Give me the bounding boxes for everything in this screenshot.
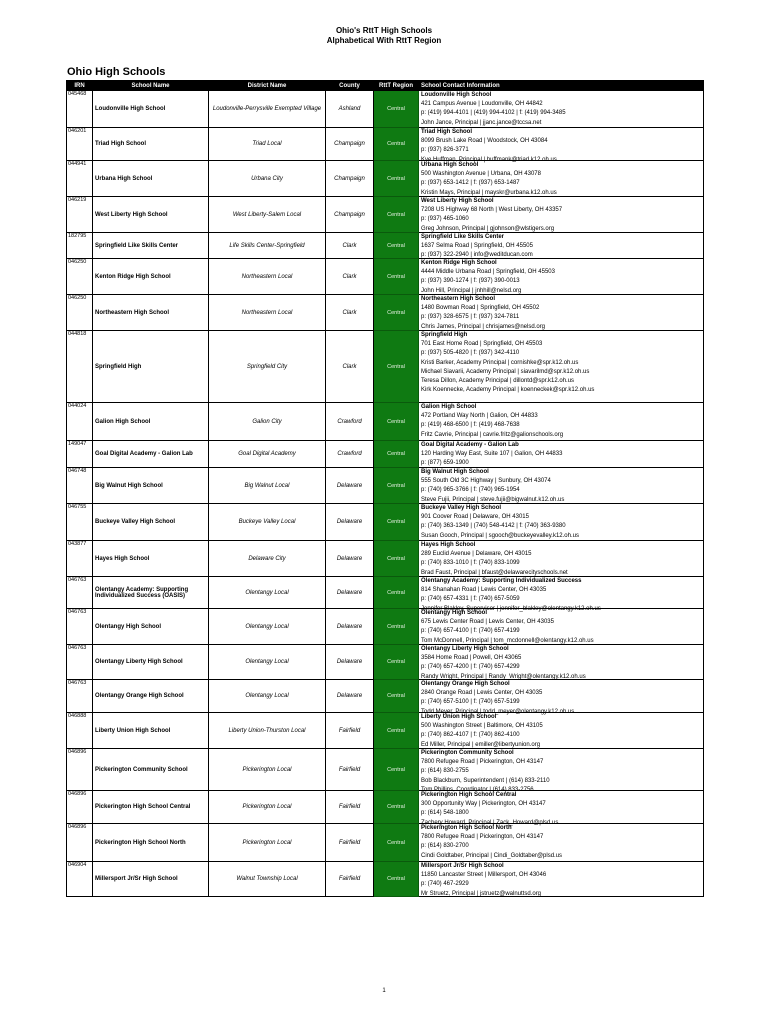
rttt-region-cell: Central [374, 128, 419, 161]
county-cell: Crawford [326, 403, 374, 441]
table-header-row [67, 81, 704, 91]
rttt-region-cell: Central [374, 824, 419, 862]
contact-school-name: Springfield High [421, 332, 468, 338]
table-row [67, 577, 704, 609]
county-cell: Fairfield [326, 749, 374, 791]
irn-cell: 046904 [67, 862, 93, 897]
contact-line: Teresa Dillon, Academy Principal | dillontd@spr.k12.oh.us [421, 378, 575, 385]
rttt-region-cell: Central [374, 645, 419, 680]
county-cell: Clark [326, 259, 374, 295]
contact-line: Chris James, Principal | chrisjames@nelsd.org [421, 323, 546, 330]
rttt-region-cell: Central [374, 161, 419, 197]
rttt-region-cell: Central [374, 468, 419, 504]
rttt-region-cell: Central [374, 259, 419, 295]
table-row [67, 161, 704, 197]
contact-line: Bob Blackburn, Superintendent | (614) 833-2110 [421, 777, 550, 784]
contact-line: 2840 Orange Road | Lewis Center, OH 43035 [421, 690, 543, 697]
contact-school-name: Kenton Ridge High School [421, 260, 497, 266]
contact-school-name: Liberty Union High School [421, 714, 497, 720]
school-name-cell: Northeastern High School [93, 295, 209, 331]
column-header-rttt-region: RttT Region [374, 81, 419, 91]
irn-cell: 046896 [67, 824, 93, 862]
contact-school-name: Galion High School [421, 404, 477, 410]
contact-line: Todd Meyer, Principal | todd_meyer@olentangy.k12.oh.us [421, 708, 575, 715]
school-name-cell: Hayes High School [93, 541, 209, 577]
district-name-cell: Big Walnut Local [209, 468, 326, 504]
irn-cell: 045468 [67, 91, 93, 128]
contact-school-name: Northeastern High School [421, 296, 496, 302]
contact-line: 814 Shanahan Road | Lewis Center, OH 43035 [421, 587, 547, 594]
column-header-irn: IRN [67, 81, 93, 91]
rttt-region-cell: Central [374, 609, 419, 645]
contact-line: John Hill, Principal | jnhhill@nelsd.org [421, 287, 522, 294]
irn-cell: 046763 [67, 577, 93, 609]
rttt-region-cell: Central [374, 91, 419, 128]
contact-info-cell [419, 824, 704, 862]
rttt-region-cell: Central [374, 197, 419, 233]
contact-line: 3584 Home Road | Powell, OH 43065 [421, 655, 522, 662]
column-header-county: County [326, 81, 374, 91]
table-row [67, 862, 704, 897]
irn-cell: 182795 [67, 233, 93, 259]
contact-line: 500 Washington Avenue | Urbana, OH 43078 [421, 171, 541, 178]
county-cell: Delaware [326, 504, 374, 541]
table-row [67, 233, 704, 259]
contact-school-name: Olentangy Academy: Supporting Individualized Success [421, 578, 582, 584]
school-name-cell: Triad High School [93, 128, 209, 161]
district-name-cell: Pickerington Local [209, 824, 326, 862]
irn-cell: 046763 [67, 645, 93, 680]
contact-line: 7800 Refugee Road | Pickerington, OH 43147 [421, 759, 544, 766]
contact-line: Susan Gooch, Principal | sgooch@buckeyevalley.k12.oh.us [421, 532, 579, 539]
contact-info-cell [419, 468, 704, 504]
contact-info-cell [419, 749, 704, 791]
district-name-cell: Olentangy Local [209, 577, 326, 609]
school-name-cell: Olentangy Orange High School [93, 680, 209, 713]
county-cell: Fairfield [326, 824, 374, 862]
column-header-district-name: District Name [209, 81, 326, 91]
table-row [67, 504, 704, 541]
contact-info-cell [419, 541, 704, 577]
contact-info-cell [419, 233, 704, 259]
document-title [0, 26, 768, 46]
contact-info-cell [419, 441, 704, 468]
contact-line: p: (740) 657-4331 | f: (740) 657-5059 [421, 596, 520, 603]
contact-line: Zachery Howard, Principal | Zack_Howard@plsd.us [421, 819, 559, 826]
contact-line: Tom Phillips, Coordinator | (614) 833-2756 [421, 786, 534, 793]
school-name-cell: Olentangy High School [93, 609, 209, 645]
contact-school-name: Hayes High School [421, 542, 476, 548]
district-name-cell: Triad Local [209, 128, 326, 161]
contact-line: 555 South Old 3C Highway | Sunbury, OH 43074 [421, 478, 551, 485]
table-row [67, 403, 704, 441]
contact-info-cell [419, 91, 704, 128]
contact-school-name: Millersport Jr/Sr High School [421, 863, 504, 869]
contact-line: Ed Miller, Principal | emiller@libertyunion.org [421, 741, 541, 748]
contact-line: p: (740) 833-1010 | f: (740) 833-1099 [421, 560, 520, 567]
contact-info-cell [419, 295, 704, 331]
contact-line: 4444 Middle Urbana Road | Springfield, OH 45503 [421, 269, 555, 276]
contact-line: Kirk Koennecke, Academy Principal | koenneckek@spr.k12.oh.us [421, 387, 595, 394]
county-cell: Delaware [326, 645, 374, 680]
contact-school-name: Big Walnut High School [421, 469, 489, 475]
district-name-cell: West Liberty-Salem Local [209, 197, 326, 233]
irn-cell: 046896 [67, 791, 93, 824]
contact-info-cell [419, 577, 704, 612]
contact-info-cell [419, 128, 704, 161]
contact-line: p: (614) 830-2755 [421, 768, 469, 775]
contact-info-cell [419, 331, 704, 403]
contact-line: 120 Harding Way East, Suite 107 | Galion, OH 44833 [421, 451, 563, 458]
district-name-cell: Pickerington Local [209, 749, 326, 791]
contact-line: p: (937) 328-6575 | f: (937) 324-7811 [421, 314, 520, 321]
contact-school-name: Buckeye Valley High School [421, 505, 502, 511]
table-row [67, 824, 704, 862]
school-name-cell: Big Walnut High School [93, 468, 209, 504]
contact-line: p: (740) 467-2929 [421, 881, 469, 888]
irn-cell: 046755 [67, 504, 93, 541]
contact-line: Michael Siavarii, Academy Principal | siavarilmd@spr.k12.oh.us [421, 368, 590, 375]
district-name-cell: Olentangy Local [209, 680, 326, 713]
county-cell: Champaign [326, 128, 374, 161]
contact-line: Randy Wright, Principal | Randy_Wright@olentangy.k12.oh.us [421, 673, 586, 680]
column-header-school-name: School Name [93, 81, 209, 91]
contact-line: 675 Lewis Center Road | Lewis Center, OH 43035 [421, 619, 554, 626]
irn-cell: 044818 [67, 331, 93, 403]
county-cell: Clark [326, 295, 374, 331]
contact-line: 701 East Home Road | Springfield, OH 45503 [421, 341, 543, 348]
county-cell: Fairfield [326, 791, 374, 824]
school-name-cell: Olentangy Liberty High School [93, 645, 209, 680]
contact-info-cell [419, 645, 704, 680]
district-name-cell: Urbana City [209, 161, 326, 197]
contact-school-name: Olentangy Orange High School [421, 681, 510, 687]
irn-cell: 046250 [67, 295, 93, 331]
district-name-cell: Springfield City [209, 331, 326, 403]
district-name-cell: Galion City [209, 403, 326, 441]
county-cell: Delaware [326, 680, 374, 713]
contact-info-cell [419, 680, 704, 713]
table-row [67, 441, 704, 468]
school-name-cell: Buckeye Valley High School [93, 504, 209, 541]
contact-info-cell [419, 197, 704, 233]
county-cell: Delaware [326, 541, 374, 577]
rttt-region-cell: Central [374, 295, 419, 331]
school-name-cell: Pickerington High School Central [93, 791, 209, 824]
contact-line: Brad Faust, Principal | bfaust@delawarecityschools.net [421, 569, 568, 576]
contact-school-name: Urbana High School [421, 162, 479, 168]
contact-school-name: Loudonville High School [421, 92, 492, 98]
district-name-cell: Walnut Township Local [209, 862, 326, 897]
title-line-2: Alphabetical With RttT Region [326, 36, 442, 45]
contact-school-name: Olentangy Liberty High School [421, 646, 509, 652]
contact-line: p: (740) 657-4100 | f: (740) 657-4199 [421, 628, 520, 635]
contact-line: p: (614) 548-1800 [421, 810, 469, 817]
contact-line: 1637 Selma Road | Springfield, OH 45505 [421, 243, 533, 250]
contact-school-name: Springfield Like Skills Center [421, 234, 505, 240]
contact-line: 8099 Brush Lake Road | Woodstock, OH 43084 [421, 138, 548, 145]
contact-line: 421 Campus Avenue | Loudonville, OH 44842 [421, 101, 543, 108]
contact-info-cell [419, 403, 704, 441]
table-row [67, 749, 704, 791]
contact-line: 901 Coover Road | Delaware, OH 43015 [421, 514, 529, 521]
contact-line: p: (740) 965-3766 | f: (740) 965-1954 [421, 487, 520, 494]
rttt-region-cell: Central [374, 403, 419, 441]
contact-line: Jennifer Blakley, Supervisor | jennifer_blakley@olentangy.k12.oh.us [421, 605, 601, 612]
table-row [67, 197, 704, 233]
contact-line: 289 Euclid Avenue | Delaware, OH 43015 [421, 551, 532, 558]
contact-line: 11850 Lancaster Street | Millersport, OH 43046 [421, 872, 547, 879]
rttt-region-cell: Central [374, 541, 419, 577]
irn-cell: 046763 [67, 609, 93, 645]
table-row [67, 128, 704, 161]
rttt-region-cell: Central [374, 577, 419, 609]
table-row [67, 791, 704, 824]
school-name-cell: Olentangy Academy: Supporting Individualized Success (OASIS) [93, 577, 209, 609]
irn-cell: 044941 [67, 161, 93, 197]
schools-table-container [66, 80, 703, 897]
contact-line: p: (937) 465-1060 [421, 216, 469, 223]
contact-line: p: (614) 830-2700 [421, 843, 469, 850]
county-cell: Clark [326, 233, 374, 259]
table-body [67, 91, 704, 897]
contact-line: 7208 US Highway 68 North | West Liberty, OH 43357 [421, 207, 563, 214]
rttt-region-cell: Central [374, 331, 419, 403]
rttt-region-cell: Central [374, 504, 419, 541]
table-row [67, 645, 704, 680]
contact-line: 300 Opportunity Way | Pickerington, OH 43147 [421, 801, 546, 808]
district-name-cell: Northeastern Local [209, 295, 326, 331]
contact-line: p: (740) 657-5100 | f: (740) 657-5199 [421, 699, 520, 706]
contact-line: Mr Struetz, Principal | jstruetz@walnuttsd.org [421, 890, 542, 897]
contact-line: p: (937) 826-3771 [421, 147, 469, 154]
contact-info-cell [419, 504, 704, 541]
school-name-cell: Pickerington Community School [93, 749, 209, 791]
irn-cell: 046219 [67, 197, 93, 233]
rttt-region-cell: Central [374, 862, 419, 897]
rttt-region-cell: Central [374, 441, 419, 468]
contact-line: p: (419) 994-4101 | (419) 994-4102 | f: (419) 994-3485 [421, 110, 566, 117]
contact-school-name: Triad High School [421, 129, 473, 135]
irn-cell: 046896 [67, 749, 93, 791]
contact-line: 1480 Bowman Road | Springfield, OH 45502 [421, 305, 540, 312]
irn-cell: 043877 [67, 541, 93, 577]
contact-line: p: (937) 505-4820 | f: (937) 342-4110 [421, 350, 520, 357]
irn-cell: 046888 [67, 713, 93, 749]
rttt-region-cell: Central [374, 749, 419, 791]
contact-school-name: Pickerington Community School [421, 750, 514, 756]
school-name-cell: Urbana High School [93, 161, 209, 197]
contact-info-cell [419, 609, 704, 645]
irn-cell: 046250 [67, 259, 93, 295]
county-cell: Champaign [326, 197, 374, 233]
contact-line: Cindi Goldtaber, Principal | Cindi_Goldtaber@plsd.us [421, 852, 563, 859]
contact-line: p: (740) 363-1349 | (740) 548-4142 | f: (740) 363-9380 [421, 523, 566, 530]
county-cell: Delaware [326, 468, 374, 504]
rttt-region-cell: Central [374, 713, 419, 749]
contact-line: p: (877) 659-1900 [421, 460, 469, 467]
school-name-cell: Goal Digital Academy - Galion Lab [93, 441, 209, 468]
contact-info-cell [419, 161, 704, 197]
irn-cell: 046748 [67, 468, 93, 504]
district-name-cell: Liberty Union-Thurston Local [209, 713, 326, 749]
contact-info-cell [419, 791, 704, 824]
school-name-cell: Millersport Jr/Sr High School [93, 862, 209, 897]
contact-school-name: Pickerington High School North [421, 825, 512, 831]
contact-info-cell [419, 259, 704, 295]
contact-line: p: (937) 322-2940 | info@weditducan.com [421, 252, 533, 259]
table-row [67, 91, 704, 128]
contact-school-name: Pickerington High School Central [421, 792, 517, 798]
county-cell: Delaware [326, 577, 374, 609]
district-name-cell: Northeastern Local [209, 259, 326, 295]
section-heading: Ohio High Schools [67, 66, 166, 78]
contact-info-cell [419, 713, 704, 749]
county-cell: Crawford [326, 441, 374, 468]
contact-line: Greg Johnson, Principal | gjohnson@wlstigers.org [421, 225, 555, 232]
table-row [67, 259, 704, 295]
irn-cell: 149047 [67, 441, 93, 468]
table-row [67, 295, 704, 331]
irn-cell: 046763 [67, 680, 93, 713]
contact-line: Kye Huffman, Principal | huffmank@triad.k12.oh.us [421, 156, 557, 163]
district-name-cell: Goal Digital Academy [209, 441, 326, 468]
table-row [67, 680, 704, 713]
contact-line: 7800 Refugee Road | Pickerington, OH 43147 [421, 834, 544, 841]
district-name-cell: Loudonville-Perrysville Exempted Village [209, 91, 326, 128]
contact-line: John Jance, Principal | jjanc.jance@tccsa.net [421, 119, 542, 126]
district-name-cell: Life Skills Center-Springfield [209, 233, 326, 259]
page-number: 1 [382, 988, 386, 994]
column-header-contact-info: School Contact Information [419, 81, 704, 91]
school-name-cell: Pickerington High School North [93, 824, 209, 862]
table-row [67, 541, 704, 577]
contact-line: Kristin Mays, Principal | mayskr@urbana.k12.oh.us [421, 189, 557, 196]
contact-line: p: (937) 653-1412 | f: (937) 653-1487 [421, 180, 520, 187]
county-cell: Delaware [326, 609, 374, 645]
schools-table [66, 80, 704, 897]
table-row [67, 609, 704, 645]
contact-school-name: West Liberty High School [421, 198, 494, 204]
rttt-region-cell: Central [374, 680, 419, 713]
county-cell: Fairfield [326, 862, 374, 897]
rttt-region-cell: Central [374, 233, 419, 259]
contact-line: Steve Fujii, Principal | steve.fujii@bigwalnut.k12.oh.us [421, 496, 565, 503]
contact-line: p: (740) 657-4200 | f: (740) 657-4299 [421, 664, 520, 671]
contact-line: Kristi Barker, Academy Principal | cornishke@spr.k12.oh.us [421, 359, 579, 366]
contact-line: 472 Portland Way North | Galion, OH 44833 [421, 413, 538, 420]
school-name-cell: Kenton Ridge High School [93, 259, 209, 295]
county-cell: Fairfield [326, 713, 374, 749]
school-name-cell: Springfield High [93, 331, 209, 403]
rttt-region-cell: Central [374, 791, 419, 824]
contact-line: 500 Washington Street | Baltimore, OH 43105 [421, 723, 543, 730]
district-name-cell: Olentangy Local [209, 609, 326, 645]
district-name-cell: Delaware City [209, 541, 326, 577]
district-name-cell: Olentangy Local [209, 645, 326, 680]
school-name-cell: Liberty Union High School [93, 713, 209, 749]
district-name-cell: Pickerington Local [209, 791, 326, 824]
contact-line: p: (740) 862-4107 | f: (740) 862-4100 [421, 732, 520, 739]
table-row [67, 331, 704, 403]
school-name-cell: Galion High School [93, 403, 209, 441]
table-row [67, 713, 704, 749]
contact-line: p: (419) 468-6500 | f: (419) 468-7638 [421, 422, 520, 429]
contact-school-name: Goal Digital Academy - Galion Lab [421, 442, 519, 448]
table-row [67, 468, 704, 504]
irn-cell: 046201 [67, 128, 93, 161]
contact-line: Tom McDonnell, Principal | tom_mcdonnell@olentangy.k12.oh.us [421, 637, 594, 644]
school-name-cell: Loudonville High School [93, 91, 209, 128]
contact-line: Fritz Cavrie, Principal | cavrie.fritz@galionschools.org [421, 431, 564, 438]
county-cell: Ashland [326, 91, 374, 128]
county-cell: Champaign [326, 161, 374, 197]
school-name-cell: Springfield Like Skills Center [93, 233, 209, 259]
county-cell: Clark [326, 331, 374, 403]
title-line-1: Ohio's RttT High Schools [335, 26, 433, 35]
district-name-cell: Buckeye Valley Local [209, 504, 326, 541]
school-name-cell: West Liberty High School [93, 197, 209, 233]
contact-info-cell [419, 862, 704, 897]
contact-line: p: (937) 390-1274 | f: (937) 390-0013 [421, 278, 520, 285]
contact-school-name: Olentangy High School [421, 610, 488, 616]
irn-cell: 044024 [67, 403, 93, 441]
